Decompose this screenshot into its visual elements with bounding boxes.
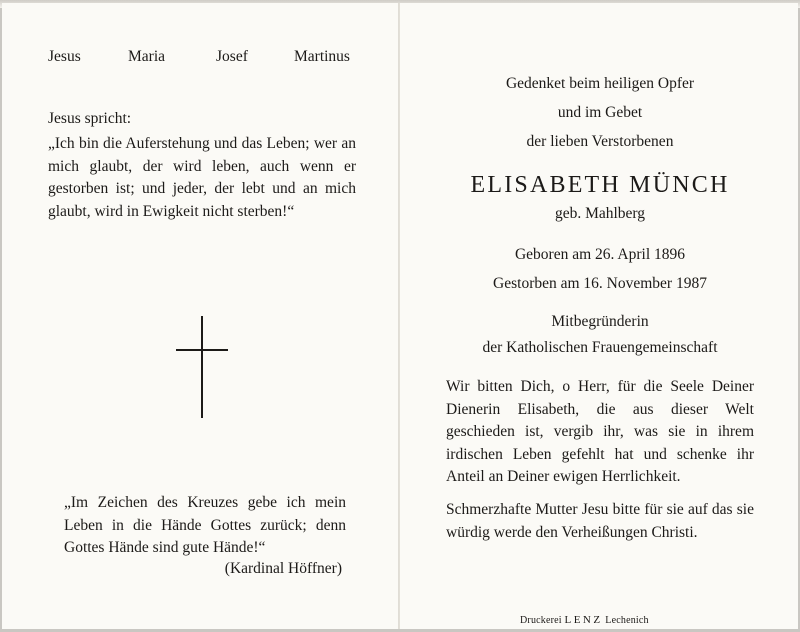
printer-credit bbox=[520, 614, 649, 626]
intro-line-2: und im Gebet bbox=[557, 104, 643, 121]
left-page bbox=[0, 0, 398, 632]
quote-attribution: (Kardinal Höffner) bbox=[224, 560, 342, 577]
printer-name: LENZ bbox=[564, 614, 603, 626]
prayer-paragraph: Wir bitten Dich, o Herr, für die Seele Deiner Dienerin Elisabeth, die aus dieser Welt geschieden ist, vergib ihr, was sie in ihrem irdischen Leben gefehlt hat und schenke ihr Anteil an Deiner ewigen Herrlichkeit. bbox=[446, 378, 754, 485]
jesus-says-heading: Jesus spricht: bbox=[48, 110, 132, 127]
cross-icon bbox=[176, 316, 228, 418]
name-josef: Josef bbox=[216, 48, 248, 65]
name-martinus: Martinus bbox=[294, 48, 350, 65]
role-line-2: der Katholischen Frauengemeinschaft bbox=[482, 339, 718, 356]
name-jesus: Jesus bbox=[48, 48, 81, 65]
intro-line-1: Gedenket beim heiligen Opfer bbox=[505, 75, 695, 92]
role-line-1: Mitbegründerin bbox=[551, 313, 649, 330]
printer-prefix: Druckerei bbox=[520, 615, 562, 626]
printer-place: Lechenich bbox=[605, 615, 649, 626]
scripture-quote: „Ich bin die Auferstehung und das Leben; wer an mich glaubt, der wird leben, auch wenn er gestorben ist; und jeder, der lebt und an mich glaubt, wird in Ewigkeit nicht sterben!“ bbox=[48, 135, 356, 220]
birth-date: Geboren am 26. April 1896 bbox=[514, 246, 686, 263]
right-page bbox=[400, 0, 800, 632]
cardinal-quote: „Im Zeichen des Kreuzes gebe ich mein Leben in die Hände Gottes zurück; denn Gottes Hände sind gute Hände!“ bbox=[64, 494, 346, 556]
intro-line-3: der lieben Verstorbenen bbox=[526, 133, 674, 150]
death-date: Gestorben am 16. November 1987 bbox=[493, 275, 707, 292]
deceased-name: ELISABETH MÜNCH bbox=[470, 172, 730, 198]
maiden-name: geb. Mahlberg bbox=[554, 205, 646, 222]
name-maria: Maria bbox=[128, 48, 166, 65]
mother-prayer-paragraph: Schmerzhafte Mutter Jesu bitte für sie auf das sie würdig werde den Verheißungen Christi. bbox=[446, 501, 754, 541]
